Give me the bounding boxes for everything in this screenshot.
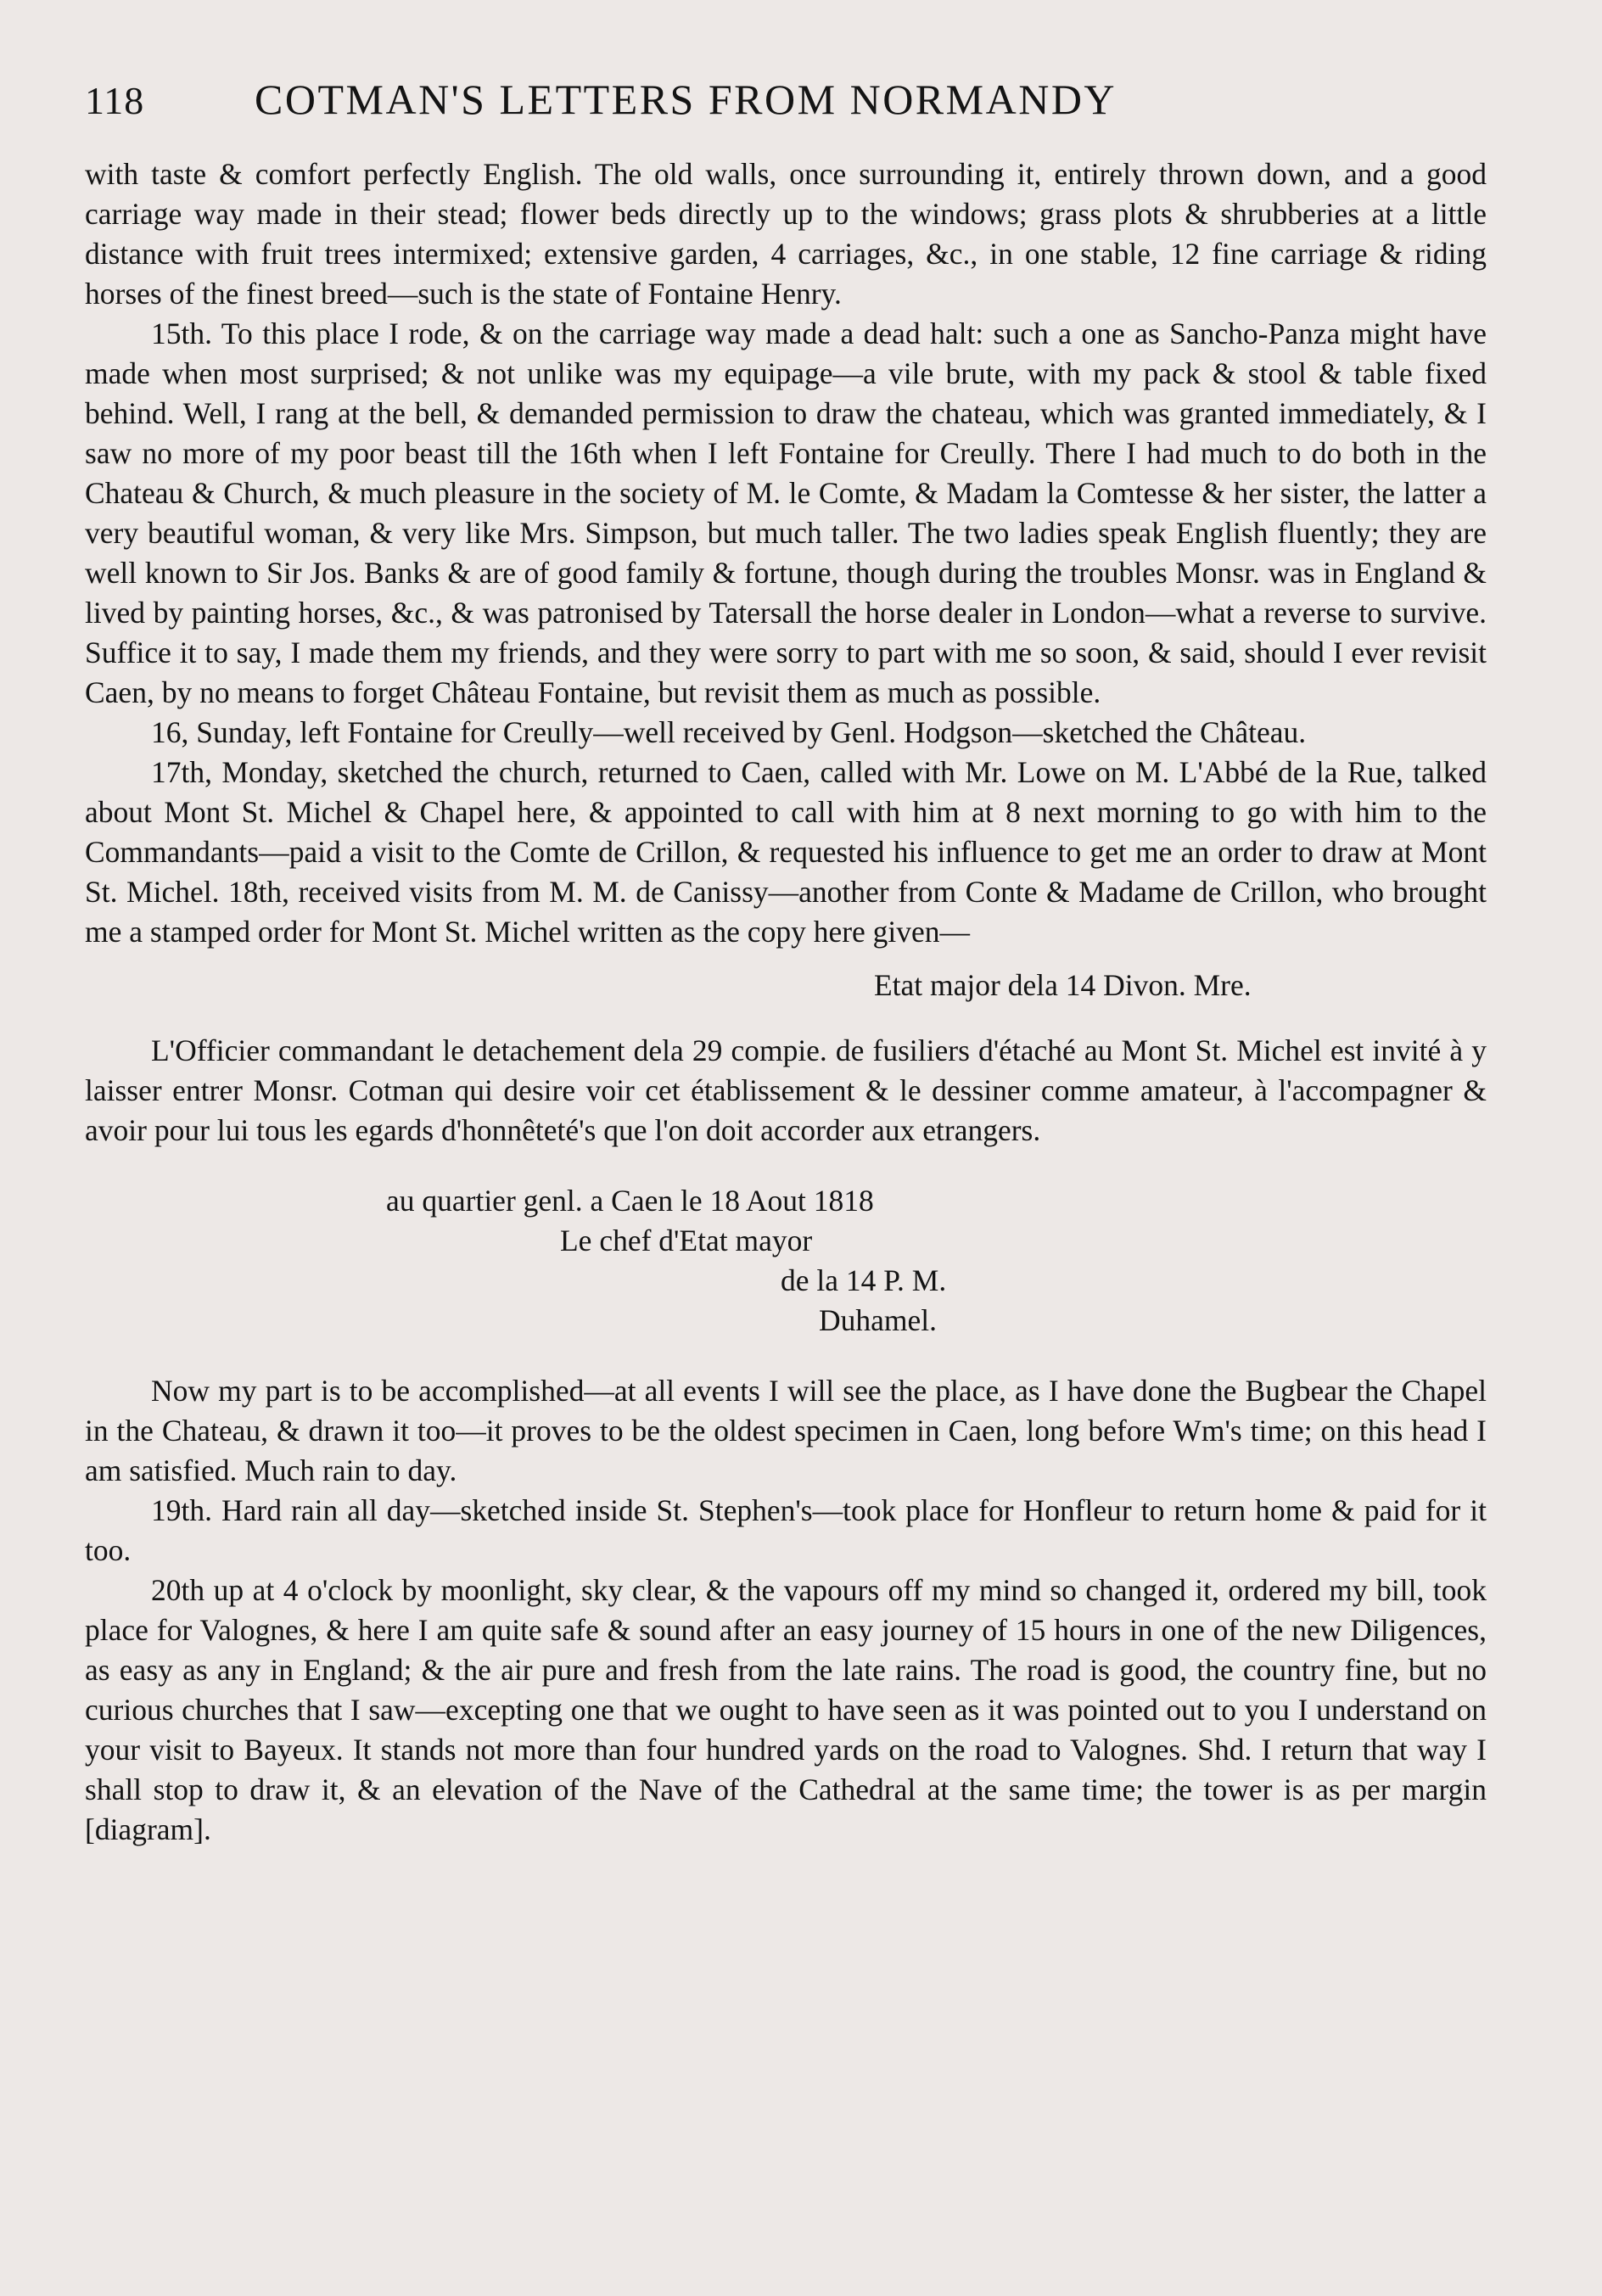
order-heading: Etat major dela 14 Divon. Mre. bbox=[874, 968, 1252, 1002]
order-signatory-unit: de la 14 P. M. bbox=[781, 1263, 947, 1297]
paragraph: 16, Sunday, left Fontaine for Creully—well received by Genl. Hodgson—sketched the Château. bbox=[151, 715, 1307, 749]
order-place-date: au quartier genl. a Caen le 18 Aout 1818 bbox=[386, 1184, 874, 1218]
paragraph: with taste & comfort perfectly English. The old walls, once surrounding it, entirely thrown down, and a good carriage way made in their stead; flower beds directly up to the windows; grass plots & shrubberies at a little distance with fruit trees intermixed; extensive garden, 4 carriages, &c., in one stable, 12 fine carriage & riding horses of the finest breed—such is the state of Fontaine Henry. bbox=[85, 157, 1487, 311]
paragraph: 17th, Monday, sketched the church, returned to Caen, called with Mr. Lowe on M. L'Abbé de la Rue, talked about Mont St. Michel & Chapel here, & appointed to call with him at 8 next morning to go with him to the Commandants—paid a visit to the Comte de Crillon, & requested his influence to get me an order to draw at Mont St. Michel. 18th, received visits from M. M. de Canissy—another from Conte & Madame de Crillon, who brought me a stamped order for Mont St. Michel written as the copy here given— bbox=[85, 755, 1487, 949]
body-text bbox=[85, 154, 1487, 1850]
order-text: L'Officier commandant le detachement dela 29 compie. de fusiliers d'étaché au Mont St. Michel est invité à y laisser entrer Monsr. Cotman qui desire voir cet établissement & le dessiner comme amateur, à l'accompagner & avoir pour lui tous les egards d'honnêteté's que l'on doit accorder aux etrangers. bbox=[85, 1033, 1487, 1147]
paragraph: Now my part is to be accomplished—at all events I will see the place, as I have done the Bugbear the Chapel in the Chateau, & drawn it too—it proves to be the oldest specimen in Caen, long before Wm's time; on this head I am satisfied. Much rain to day. bbox=[85, 1374, 1487, 1487]
paragraph: 19th. Hard rain all day—sketched inside St. Stephen's—took place for Honfleur to return home & paid for it too. bbox=[85, 1493, 1487, 1567]
running-head: COTMAN'S LETTERS FROM NORMANDY bbox=[255, 76, 1117, 123]
order-signatory-name: Duhamel. bbox=[819, 1303, 938, 1337]
paragraph: 15th. To this place I rode, & on the carriage way made a dead halt: such a one as Sancho-Panza might have made when most surprised; & not unlike was my equipage—a vile brute, with my pack & stool & table fixed behind. Well, I rang at the bell, & demanded permission to draw the chateau, which was granted immediately, & I saw no more of my poor beast till the 16th when I left Fontaine for Creully. There I had much to do both in the Chateau & Church, & much pleasure in the society of M. le Comte, & Madam la Comtesse & her sister, the latter a very beautiful woman, & very like Mrs. Simpson, but much taller. The two ladies speak English fluently; they are well known to Sir Jos. Banks & are of good family & fortune, though during the troubles Monsr. was in England & lived by painting horses, &c., & was patronised by Tatersall the horse dealer in London—what a reverse to survive. Suffice it to say, I made them my friends, and they were sorry to part with me so soon, & said, should I ever revisit Caen, by no means to forget Château Fontaine, but revisit them as much as possible. bbox=[85, 316, 1487, 709]
paragraph: 20th up at 4 o'clock by moonlight, sky clear, & the vapours off my mind so changed it, ordered my bill, took place for Valognes, & here I am quite safe & sound after an easy journey of 15 hours in one of the new Diligences, as easy as any in England; & the air pure and fresh from the late rains. The road is good, the country fine, but no curious churches that I saw—excepting one that we ought to have seen as it was pointed out to you I understand on your visit to Bayeux. It stands not more than four hundred yards on the road to Valognes. Shd. I return that way I shall stop to draw it, & an elevation of the Nave of the Cathedral at the same time; the tower is as per margin [diagram]. bbox=[85, 1573, 1487, 1846]
order-signatory-title: Le chef d'Etat mayor bbox=[560, 1224, 813, 1257]
page-header bbox=[85, 75, 1487, 137]
page-number: 118 bbox=[85, 79, 145, 122]
